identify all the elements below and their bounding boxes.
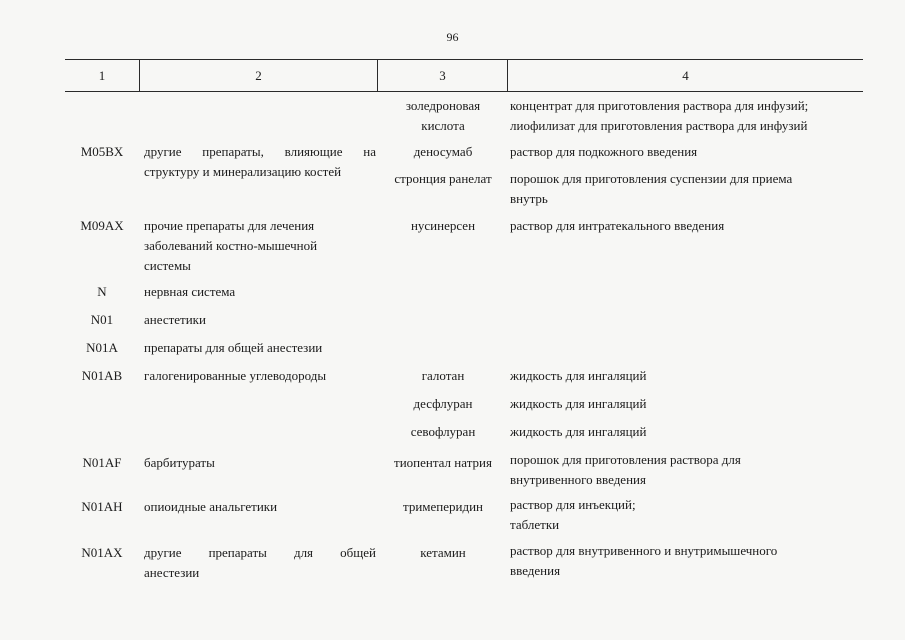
table-row-form: порошок для приготовления раствора для внутривенного введения [510,452,741,487]
word: другие [144,545,182,560]
table-row-code: N [97,284,107,299]
table-row-drug: галотан [421,368,465,383]
table-row-drug: тиопентал натрия [394,455,492,470]
column-header-3: 3 [439,68,446,83]
table-row-code: N01 [90,312,114,327]
table-row-form: концентрат для приготовления раствора для инфузий; лиофилизат для приготовления раствора для инфузий [510,98,809,133]
table-row-form: раствор для внутривенного и внутримышечного введения [510,543,778,578]
table-row-form: раствор для подкожного введения [510,144,698,159]
column-header-4: 4 [682,68,689,83]
header-bottom-rule [65,91,863,92]
table-row-group: прочие препараты для лечения заболеваний костно-мышечной системы [144,218,318,273]
table-row-drug: кетамин [420,545,466,560]
table-row-code: N01A [86,340,118,355]
word: препараты [208,545,267,560]
table-row-code: N01AX [81,545,123,560]
column-header-1: 1 [98,68,106,83]
table-row-group: барбитураты [144,455,215,470]
column-header-2: 2 [255,68,262,83]
table-row-drug: золедроновая кислота [405,98,481,133]
table-row-drug: стронция ранелат [394,171,492,186]
table-row-group: анестетики [144,312,206,327]
table-row-code: N01AF [82,455,122,470]
table-row-drug: севофлуран [410,424,476,439]
table-row-form: порошок для приготовления суспензии для приема внутрь [510,171,793,206]
table-row-group: другие препараты, влияющие на структуру и минерализацию костей [144,144,376,179]
table-row-group: нервная система [144,284,236,299]
table-row-drug: деносумаб [413,144,473,159]
table-row-code: M09AX [80,218,124,233]
table-row-drug: десфлуран [413,396,473,411]
table-row-group: другие препараты для общей анестезии [144,545,376,580]
table-row-form: раствор для инъекций; таблетки [510,497,636,532]
word: препараты, [202,144,264,159]
table-row-code: M05BX [80,144,124,159]
page-number: 96 [446,30,459,44]
word: другие [144,144,182,159]
table-row-code: N01AB [81,368,123,383]
table-row-form: раствор для интратекального введения [510,218,725,233]
table-row-drug: тримеперидин [402,499,483,514]
word: влияющие [284,144,343,159]
table-row-drug: нусинерсен [410,218,476,233]
table-row-form: жидкость для ингаляций [510,368,647,383]
table-row-code: N01AH [81,499,123,514]
table-row-group: галогенированные углеводороды [144,368,327,383]
table-row-form: жидкость для ингаляций [510,424,647,439]
justified-line [144,543,376,563]
table-row-group: препараты для общей анестезии [144,340,323,355]
word: общей [340,545,376,560]
header-top-rule [65,59,863,60]
word: на [363,144,376,159]
word: для [293,545,314,560]
table-row-group: опиоидные анальгетики [144,499,278,514]
table-row-form: жидкость для ингаляций [510,396,647,411]
